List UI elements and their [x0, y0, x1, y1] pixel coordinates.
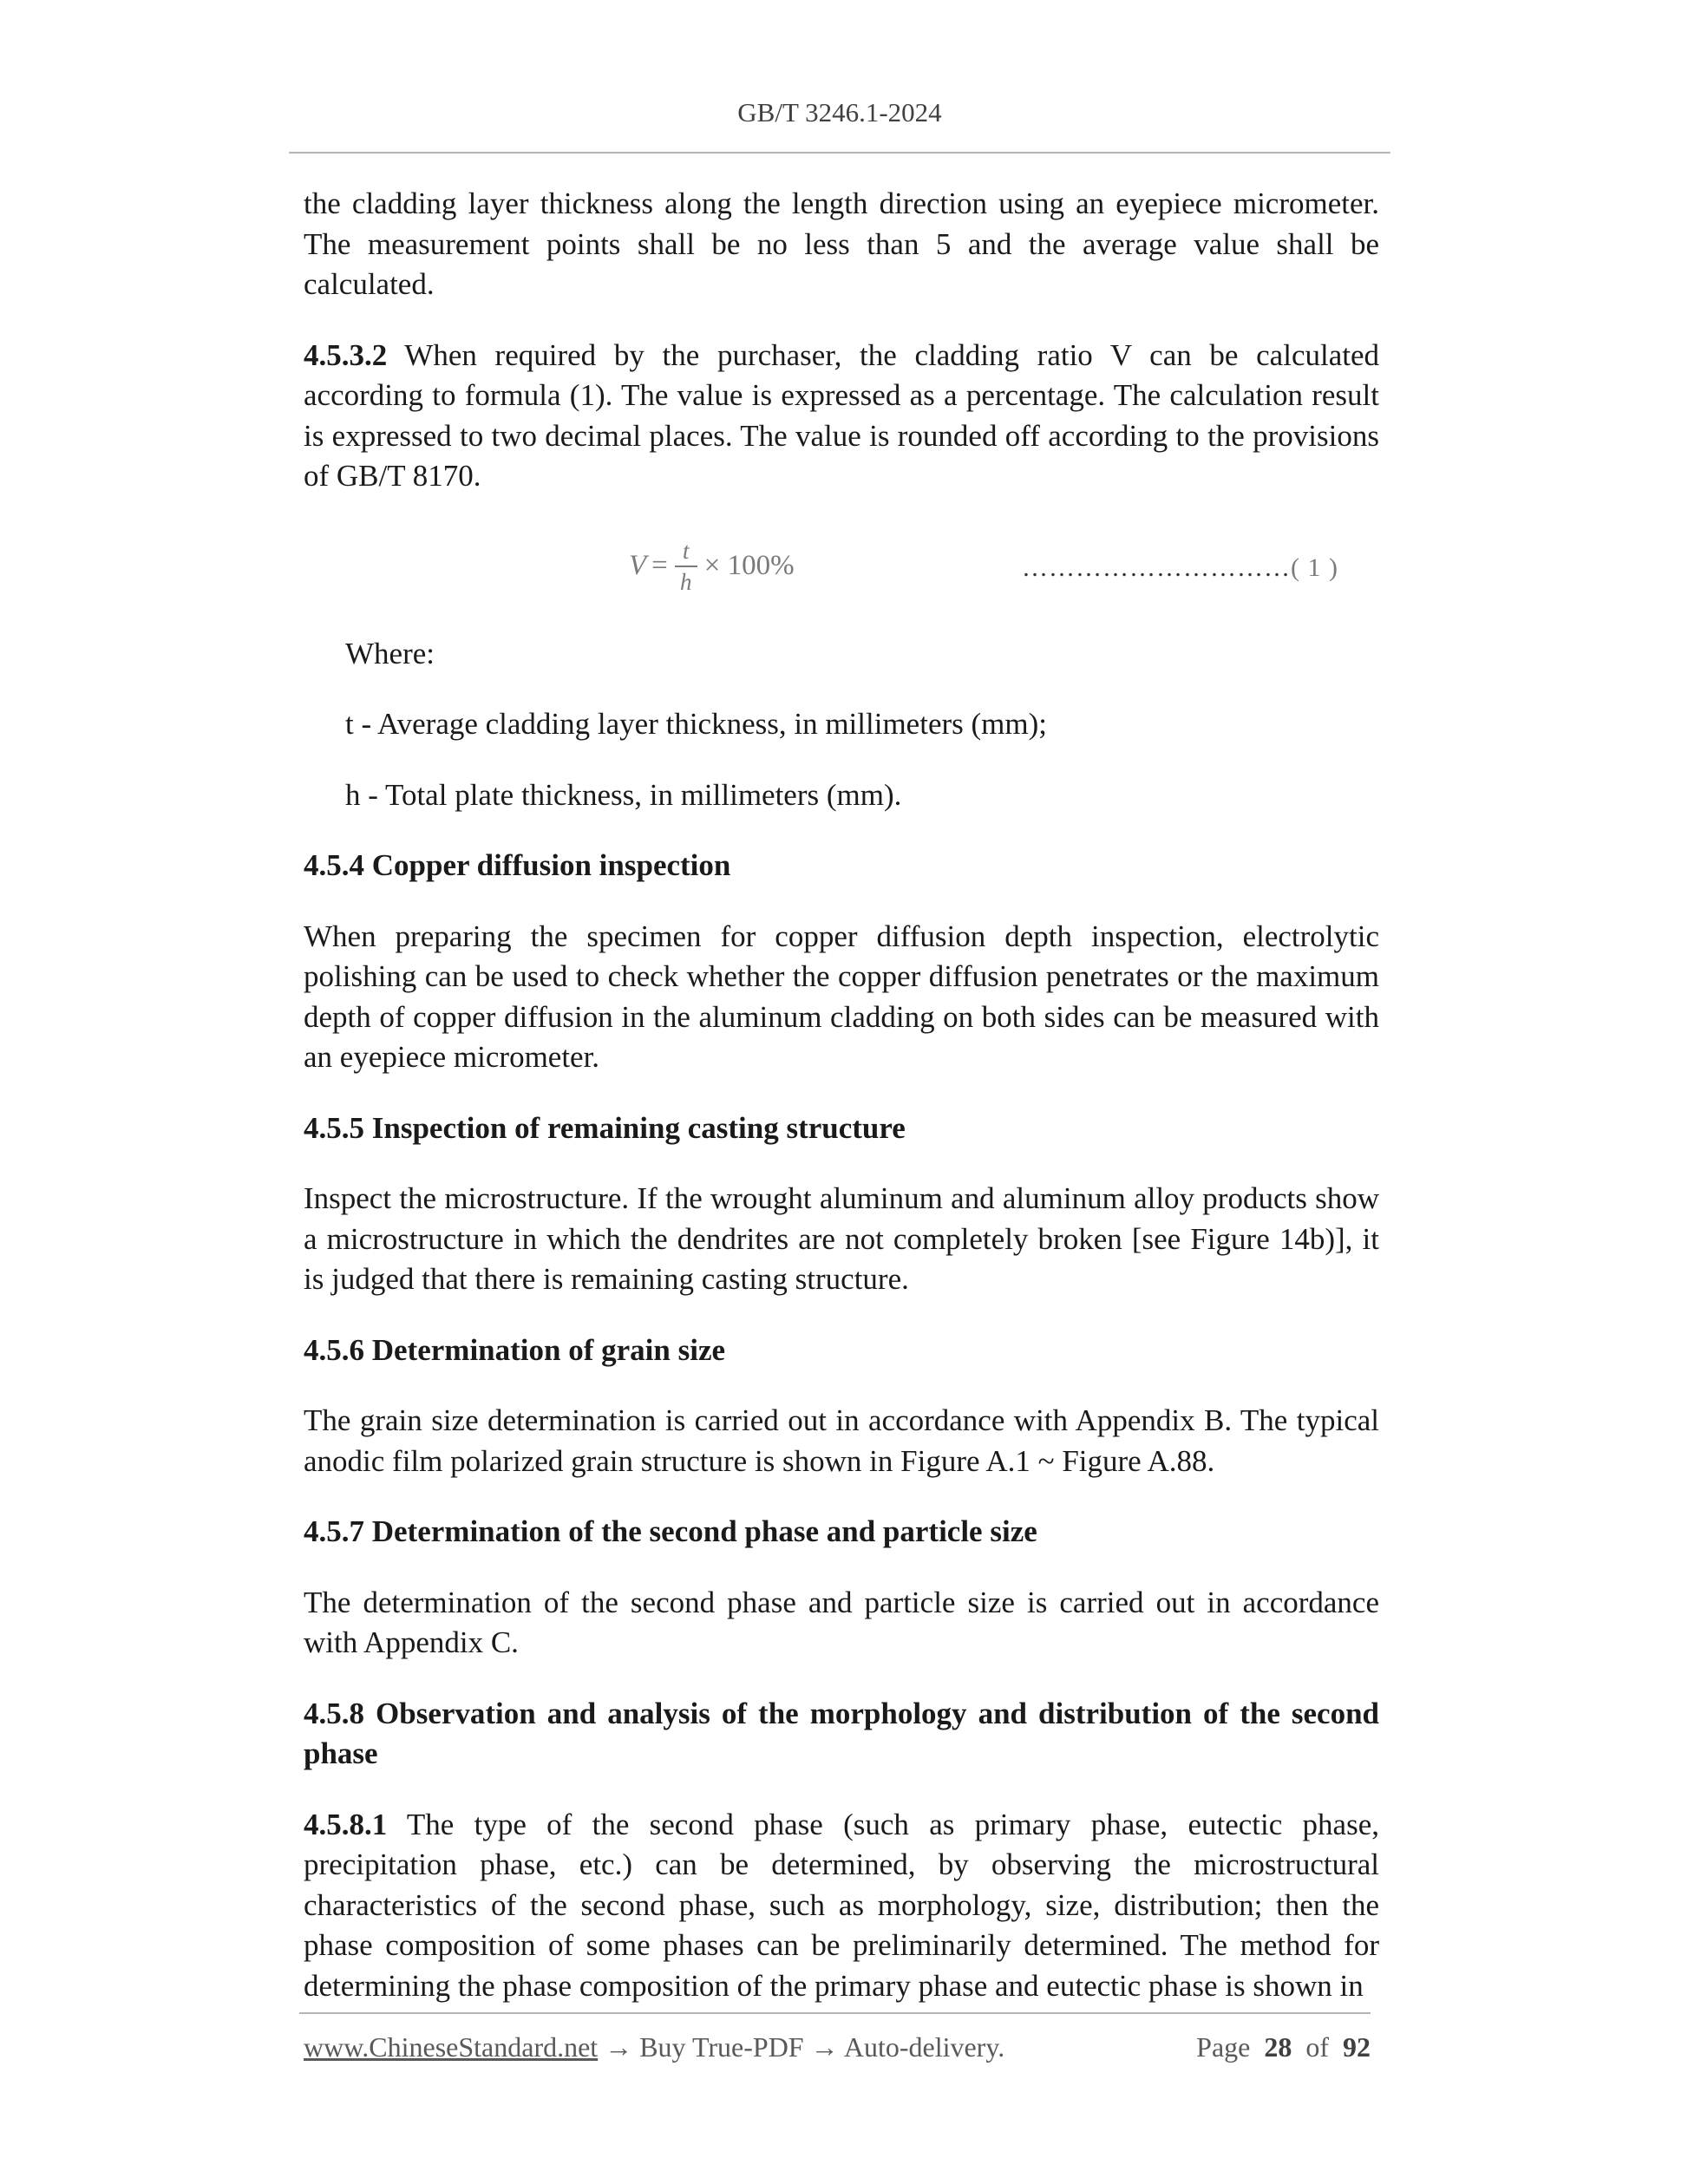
formula-number: ( 1 ) [1291, 553, 1338, 582]
page-label: Page [1196, 2031, 1251, 2063]
formula-1 [304, 522, 1379, 613]
footer-divider [299, 2012, 1371, 2014]
footer-promo-text: → Buy True-PDF → Auto-delivery. [598, 2031, 1005, 2063]
formula-expression [629, 538, 795, 595]
page-number: 28 [1264, 2031, 1292, 2063]
definition-t: t - Average cladding layer thickness, in millimeters (mm); [345, 707, 1047, 741]
clause-text: When required by the purchaser, the cladding ratio V can be calculated according to formula (1). The value is expressed as a percentage. The calculation result is expressed to two decimal places. The value is rounded off according to the provisions of GB/T 8170. [304, 337, 1379, 493]
page-indicator [1196, 2031, 1371, 2063]
heading-4-5-6: 4.5.6 Determination of grain size [304, 1332, 726, 1367]
clause-number: 4.5.8.1 [304, 1807, 388, 1841]
heading-4-5-4: 4.5.4 Copper diffusion inspection [304, 848, 731, 882]
formula-fraction [675, 538, 697, 595]
paragraph-4-5-6: The grain size determination is carried out in accordance with Appendix B. The typical anodic film polarized grain structure is shown in Figure A.1 ~ Figure A.88. [304, 1403, 1379, 1478]
page-header [289, 97, 1390, 128]
formula-times: × 100% [703, 550, 795, 582]
footer-promo [304, 2031, 1004, 2063]
heading-4-5-8: 4.5.8 Observation and analysis of the morphology and distribution of the second phase [304, 1696, 1379, 1770]
formula-denominator: h [680, 568, 692, 595]
clause-4-5-8-1 [304, 1805, 1379, 2007]
page-total: 92 [1343, 2031, 1371, 2063]
standard-number: GB/T 3246.1-2024 [737, 97, 942, 128]
paragraph-4-5-5: Inspect the microstructure. If the wrought aluminum and aluminum alloy products show a microstructure in which the dendrites are not completely broken [see Figure 14b)], it is judged that there is remaining casting structure. [304, 1181, 1379, 1296]
clause-text: The type of the second phase (such as primary phase, eutectic phase, precipitation phase, etc.) can be determined, by observing the microstructural characteristics of the second phase, such as morphology, size, distribution; then the phase composition of some phases can be preliminarily determined. The method for determining the phase composition of the primary phase and eutectic phase is shown in [304, 1807, 1379, 2003]
document-body [304, 184, 1379, 2037]
of-label: of [1305, 2031, 1329, 2063]
fraction-bar [675, 566, 697, 567]
heading-4-5-5: 4.5.5 Inspection of remaining casting structure [304, 1110, 906, 1145]
clause-number: 4.5.3.2 [304, 337, 388, 372]
paragraph-continuation: the cladding layer thickness along the length direction using an eyepiece micrometer. The measurement points shall be no less than 5 and the average value shall be calculated. [304, 186, 1379, 301]
formula-reference [1022, 548, 1338, 589]
page-footer [304, 2031, 1371, 2063]
formula-lhs: V [629, 550, 647, 582]
heading-4-5-7: 4.5.7 Determination of the second phase and particle size [304, 1514, 1037, 1548]
formula-equals: = [651, 550, 668, 582]
formula-numerator: t [683, 537, 690, 564]
where-label: Where: [345, 636, 435, 670]
clause-4-5-3-2 [304, 336, 1379, 497]
paragraph-4-5-7: The determination of the second phase and particle size is carried out in accordance with Appendix C. [304, 1585, 1379, 1659]
header-divider [289, 152, 1390, 154]
formula-leader-dots: ………………………… [1022, 553, 1291, 582]
website-link[interactable]: www.ChineseStandard.net [304, 2031, 599, 2063]
paragraph-4-5-4: When preparing the specimen for copper diffusion depth inspection, electrolytic polishing can be used to check whether the copper diffusion penetrates or the maximum depth of copper diffusion in the aluminum cladding on both sides can be measured with an eyepiece micrometer. [304, 919, 1379, 1074]
definition-h: h - Total plate thickness, in millimeters (mm). [345, 777, 902, 812]
